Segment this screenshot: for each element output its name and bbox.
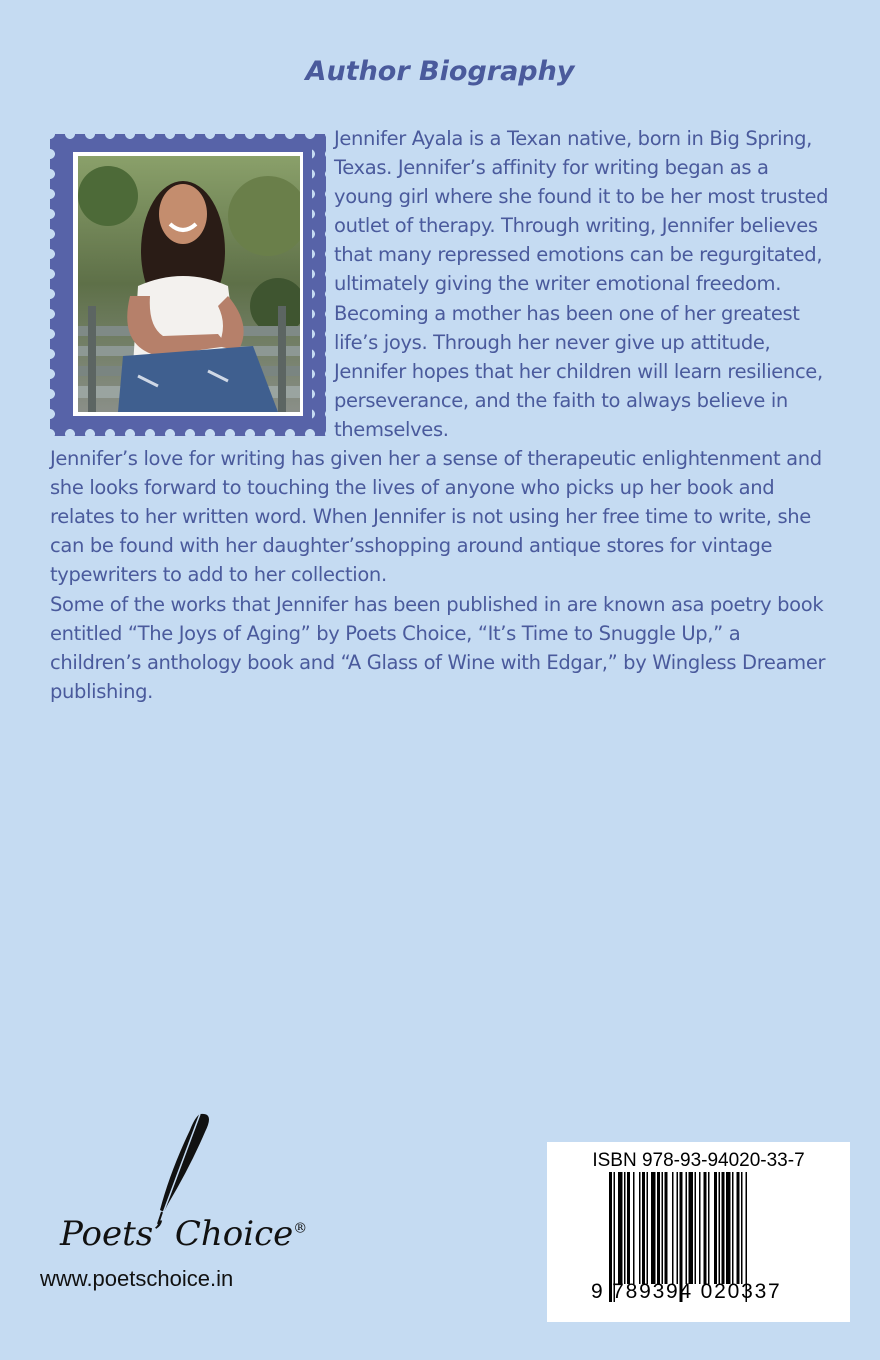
isbn-label: ISBN 978-93-94020-33-7 — [592, 1150, 805, 1171]
publisher-name — [60, 1214, 307, 1254]
publisher-website: www.poetschoice.in — [40, 1266, 234, 1291]
bio-paragraph-1: Jennifer Ayala is a Texan native, born in Big Spring, Texas. Jennifer’s affinity for writing began as a young girl where she found it to be her most trusted outlet of therapy. Through writing, Jennifer believes that many repressed emotions can be regurgitated, ultimately giving the writer emotional freedom. Becoming a mother has been one of her greatest life’s joys. Through her never give up attitude, Jennifer hopes that her children will learn resilience, perseverance, and the faith to always believe in themselves. — [334, 127, 829, 441]
barcode-group-2: 020337 — [700, 1280, 782, 1303]
barcode-box — [547, 1142, 850, 1322]
barcode-group-1: 789394 — [612, 1280, 694, 1303]
bio-paragraph-3: Some of the works that Jennifer has been published in are known asa poetry book entitled “The Joys of Aging” by Poets Choice, “It’s Time to Snuggle Up,” a children’s anthology book and “A Glass of Wine with Edgar,” by Wingless Dreamer publishing. — [50, 592, 826, 703]
barcode-lead-digit: 9 — [591, 1280, 605, 1303]
bio-paragraph-2: Jennifer’s love for writing has given her a sense of therapeutic enlightenment and she looks forward to touching the lives of anyone who picks up her book and relates to her written word. When Jennifer is not using her free time to write, she can be found with her daughter’sshopping around antique stores for vintage typewriters to add to her collection. — [50, 447, 822, 587]
barcode-digits — [591, 1280, 831, 1304]
author-bio — [50, 124, 830, 706]
publisher-name-text: Poets’ Choice — [60, 1214, 294, 1254]
registered-mark: ® — [293, 1220, 308, 1237]
page-title: Author Biography — [305, 56, 575, 87]
photo-spacer — [50, 124, 334, 444]
